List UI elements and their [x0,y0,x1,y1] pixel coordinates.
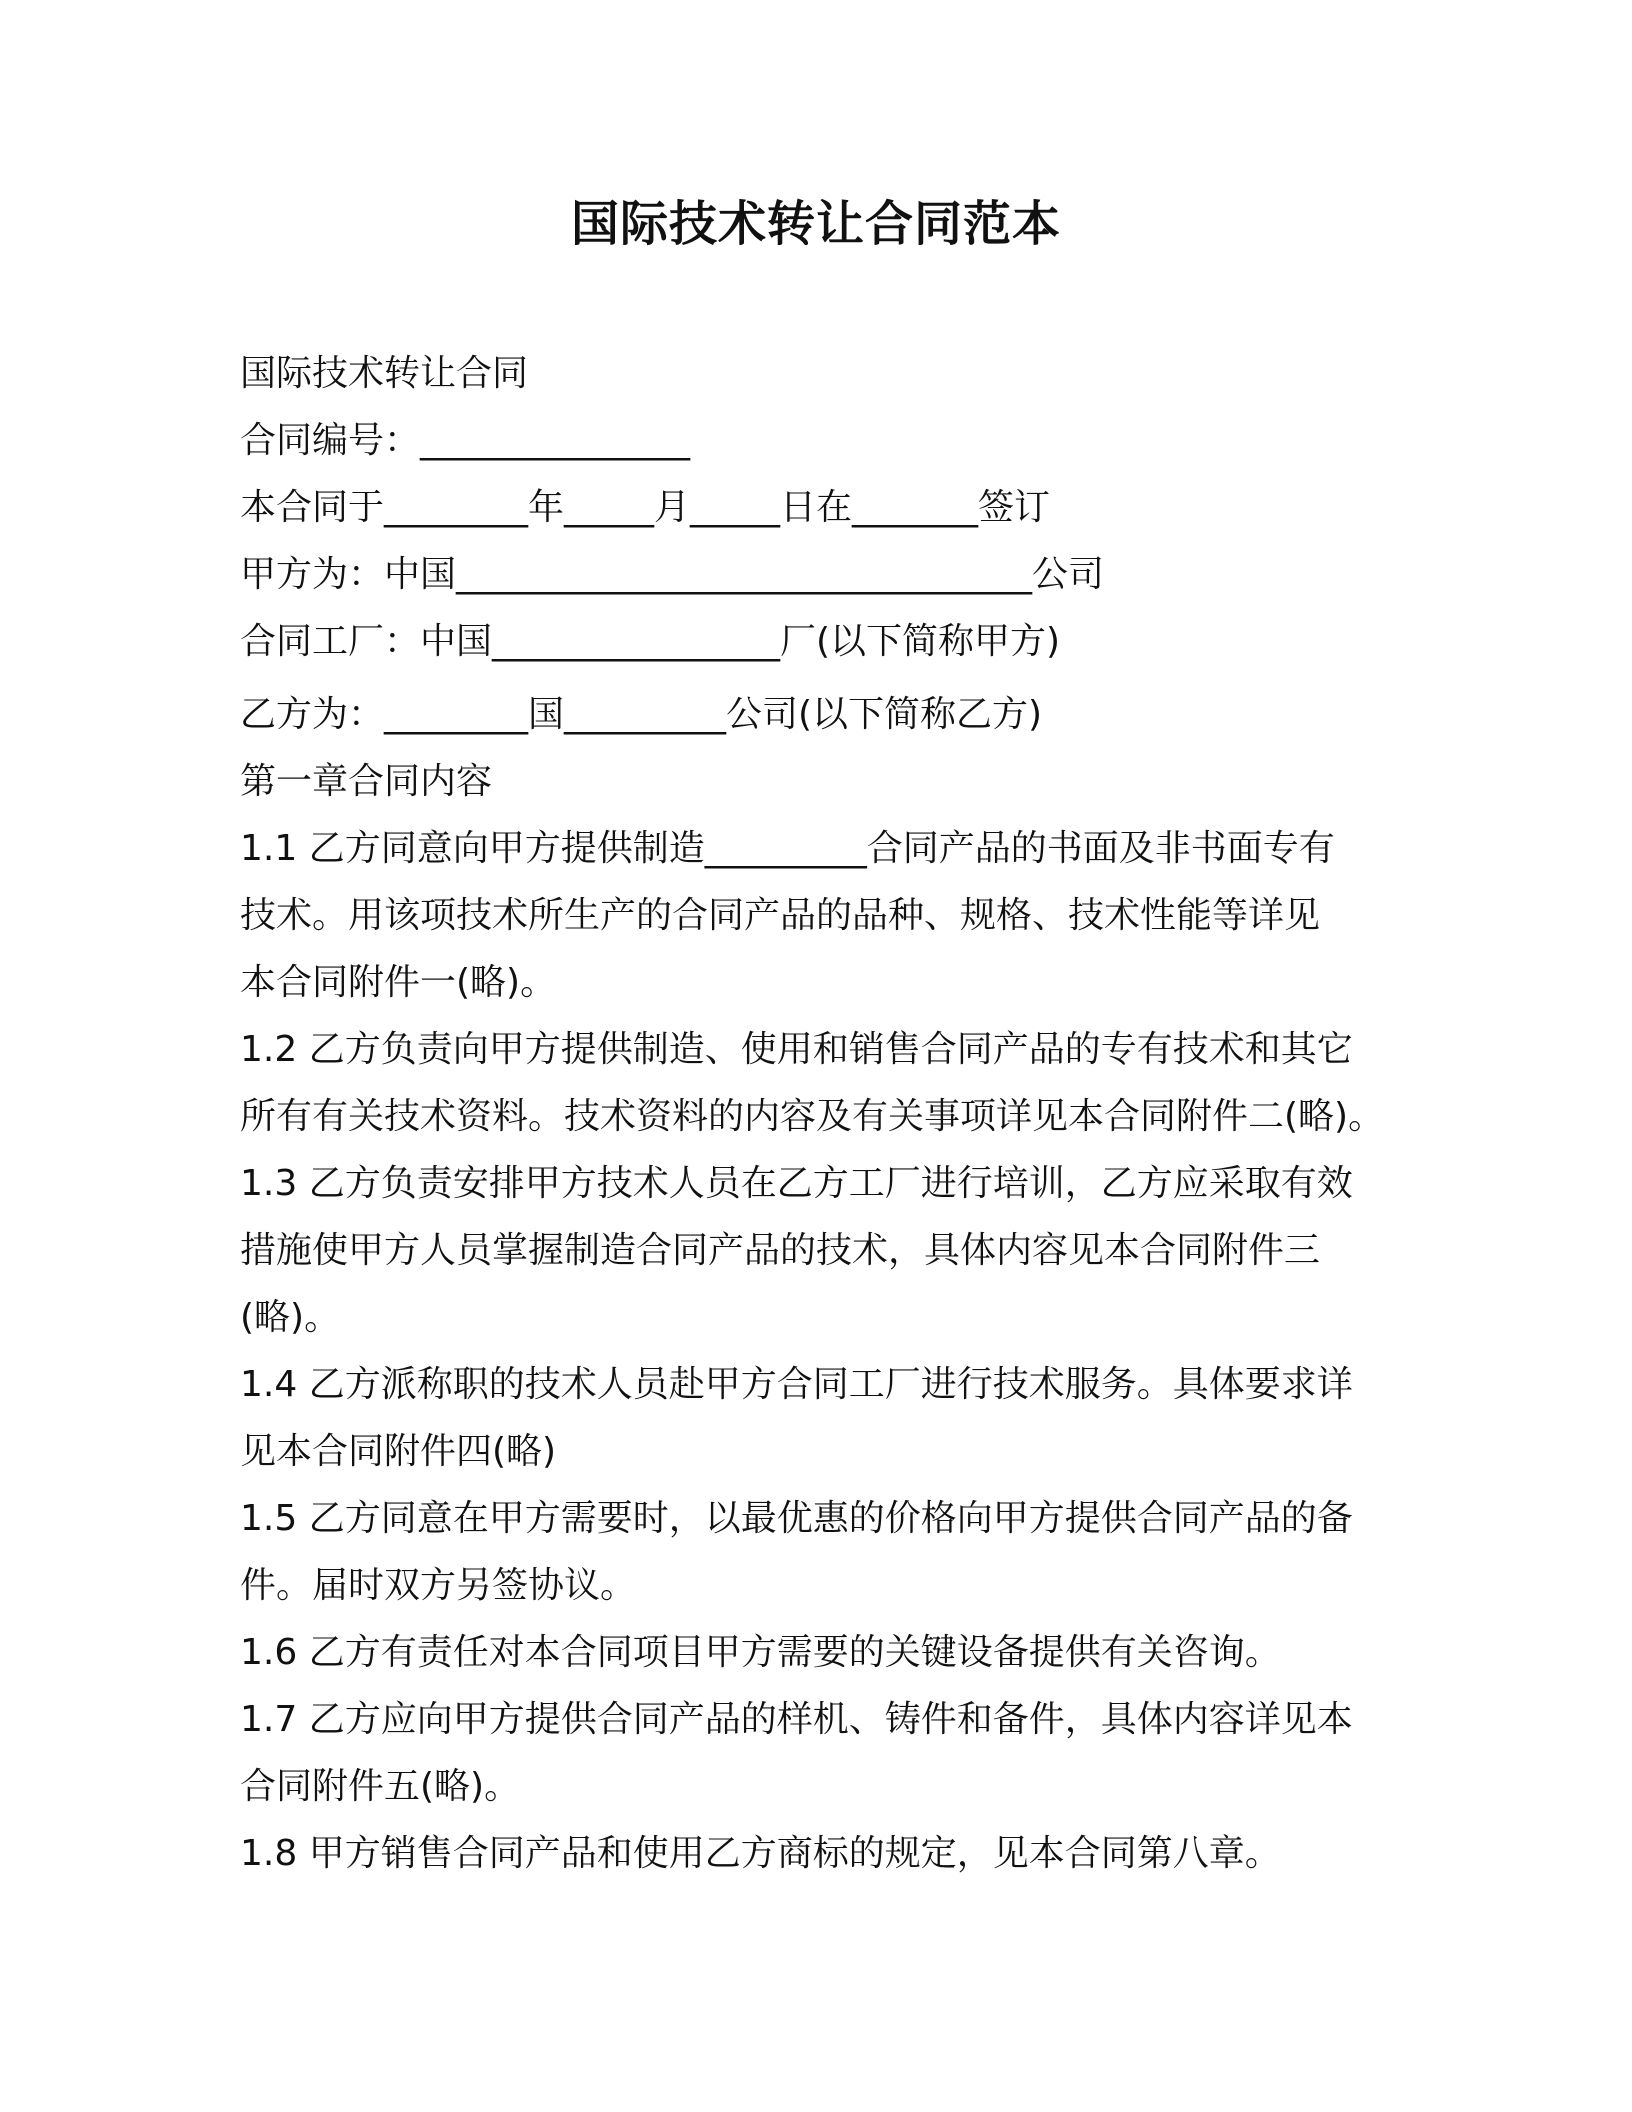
document-title: 国际技术转让合同范本 [570,196,1061,252]
clause-line: 所有有关技术资料。技术资料的内容及有关事项详见本合同附件二(略)。 [240,1096,1385,1137]
party-a-line: 甲方为：中国________________________________公司 [240,554,1105,595]
clause-line: (略)。 [240,1297,341,1338]
document-body [240,340,1420,1887]
contract-heading: 国际技术转让合同 [240,353,529,394]
clause-line: 合同附件五(略)。 [240,1766,521,1807]
clause-line: 1.3 乙方负责安排甲方技术人员在乙方工厂进行培训，乙方应采取有效 [240,1163,1353,1204]
clause-line: 本合同附件一(略)。 [240,962,557,1003]
clause-line: 1.6 乙方有责任对本合同项目甲方需要的关键设备提供有关咨询。 [240,1632,1281,1673]
clause-line: 1.2 乙方负责向甲方提供制造、使用和销售合同产品的专有技术和其它 [240,1029,1353,1070]
clause-line: 件。届时双方另签协议。 [240,1565,637,1606]
clause-line: 技术。用该项技术所生产的合同产品的品种、规格、技术性能等详见 [240,895,1321,936]
clause-line: 1.7 乙方应向甲方提供合同产品的样机、铸件和备件，具体内容详见本 [240,1699,1353,1740]
clause-line: 1.1 乙方同意向甲方提供制造_________合同产品的书面及非书面专有 [240,828,1335,869]
clause-line: 措施使甲方人员掌握制造合同产品的技术，具体内容见本合同附件三 [240,1230,1321,1271]
party-b-line: 乙方为：________国_________公司(以下简称乙方) [240,694,1043,735]
signing-date-line: 本合同于________年_____月_____日在_______签订 [240,487,1051,528]
contract-factory-line: 合同工厂：中国________________厂(以下简称甲方) [240,621,1061,662]
clause-line: 见本合同附件四(略) [240,1431,557,1472]
clause-line: 1.5 乙方同意在甲方需要时，以最优惠的价格向甲方提供合同产品的备 [240,1498,1353,1539]
chapter-heading: 第一章合同内容 [240,761,493,802]
clause-line: 1.8 甲方销售合同产品和使用乙方商标的规定，见本合同第八章。 [240,1833,1281,1874]
contract-number-line: 合同编号：_______________ [240,420,691,461]
clause-line: 1.4 乙方派称职的技术人员赴甲方合同工厂进行技术服务。具体要求详 [240,1364,1353,1405]
